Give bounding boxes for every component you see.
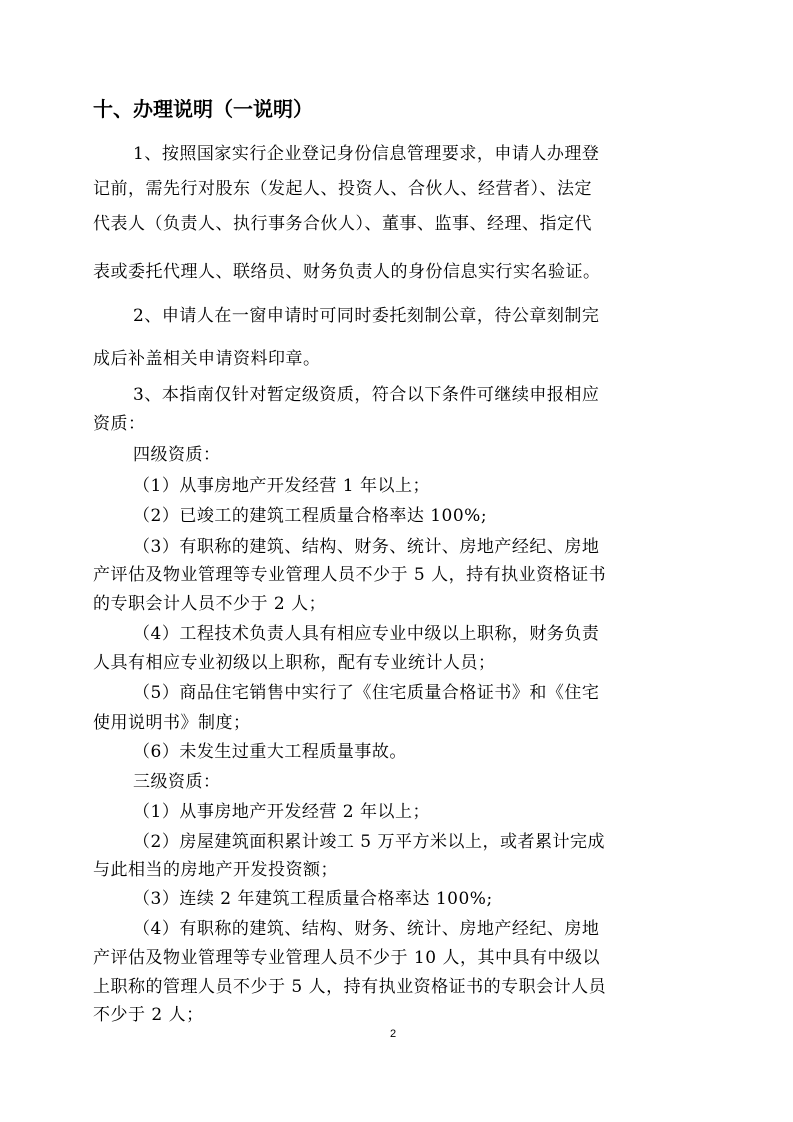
text-line: 上职称的管理人员不少于 5 人，持有执业资格证书的专职会计人员 — [93, 977, 607, 997]
text-line: 资质： — [93, 414, 146, 434]
text-line: （5）商品住宅销售中实行了《住宅质量合格证书》和《住宅 — [133, 683, 600, 703]
text-line: 2、申请人在一窗申请时可同时委托刻制公章，待公章刻制完 — [133, 306, 600, 326]
text-line: （4）工程技术负责人具有相应专业中级以上职称，财务负责 — [133, 624, 600, 644]
text-line: （3）有职称的建筑、结构、财务、统计、房地产经纪、房地 — [133, 537, 600, 557]
text-line: （1）从事房地产开发经营 1 年以上； — [133, 476, 430, 496]
text-line: （4）有职称的建筑、结构、财务、统计、房地产经纪、房地 — [133, 919, 600, 939]
text-line: 表或委托代理人、联络员、财务负责人的身份信息实行实名验证。 — [93, 262, 601, 282]
text-line: 四级资质： — [133, 445, 221, 465]
text-line: 记前，需先行对股东（发起人、投资人、合伙人、经营者）、法定 — [93, 179, 592, 199]
text-line: 不少于 2 人； — [93, 1005, 204, 1025]
text-line: （1）从事房地产开发经营 2 年以上； — [133, 802, 430, 822]
text-line: 使用说明书》制度； — [93, 713, 251, 733]
text-line: （3）连续 2 年建筑工程质量合格率达 100%; — [133, 889, 493, 909]
text-line: 三级资质： — [133, 772, 221, 792]
page-number: 2 — [390, 1028, 397, 1040]
text-line: 人具有相应专业初级以上职称，配有专业统计人员； — [93, 653, 496, 673]
text-line: 成后补盖相关申请资料印章。 — [93, 349, 321, 369]
text-line: 产评估及物业管理等专业管理人员不少于 10 人，其中具有中级以 — [93, 948, 600, 968]
text-line: （6）未发生过重大工程质量事故。 — [133, 742, 407, 762]
text-line: （2）已竣工的建筑工程质量合格率达 100%; — [133, 506, 488, 526]
text-line: 与此相当的房地产开发投资额； — [93, 860, 338, 880]
text-line: 代表人（负责人、执行事务合伙人）、董事、监事、经理、指定代 — [93, 214, 592, 234]
text-line: 的专职会计人员不少于 2 人； — [93, 594, 327, 614]
section-heading: 十、办理说明（一说明） — [93, 97, 313, 121]
text-line: 1、按照国家实行企业登记身份信息管理要求，申请人办理登 — [133, 144, 600, 164]
text-line: （2）房屋建筑面积累计竣工 5 万平方米以上，或者累计完成 — [133, 832, 605, 852]
text-line: 产评估及物业管理等专业管理人员不少于 5 人，持有执业资格证书 — [93, 565, 607, 585]
text-line: 3、本指南仅针对暂定级资质，符合以下条件可继续申报相应 — [133, 385, 600, 405]
